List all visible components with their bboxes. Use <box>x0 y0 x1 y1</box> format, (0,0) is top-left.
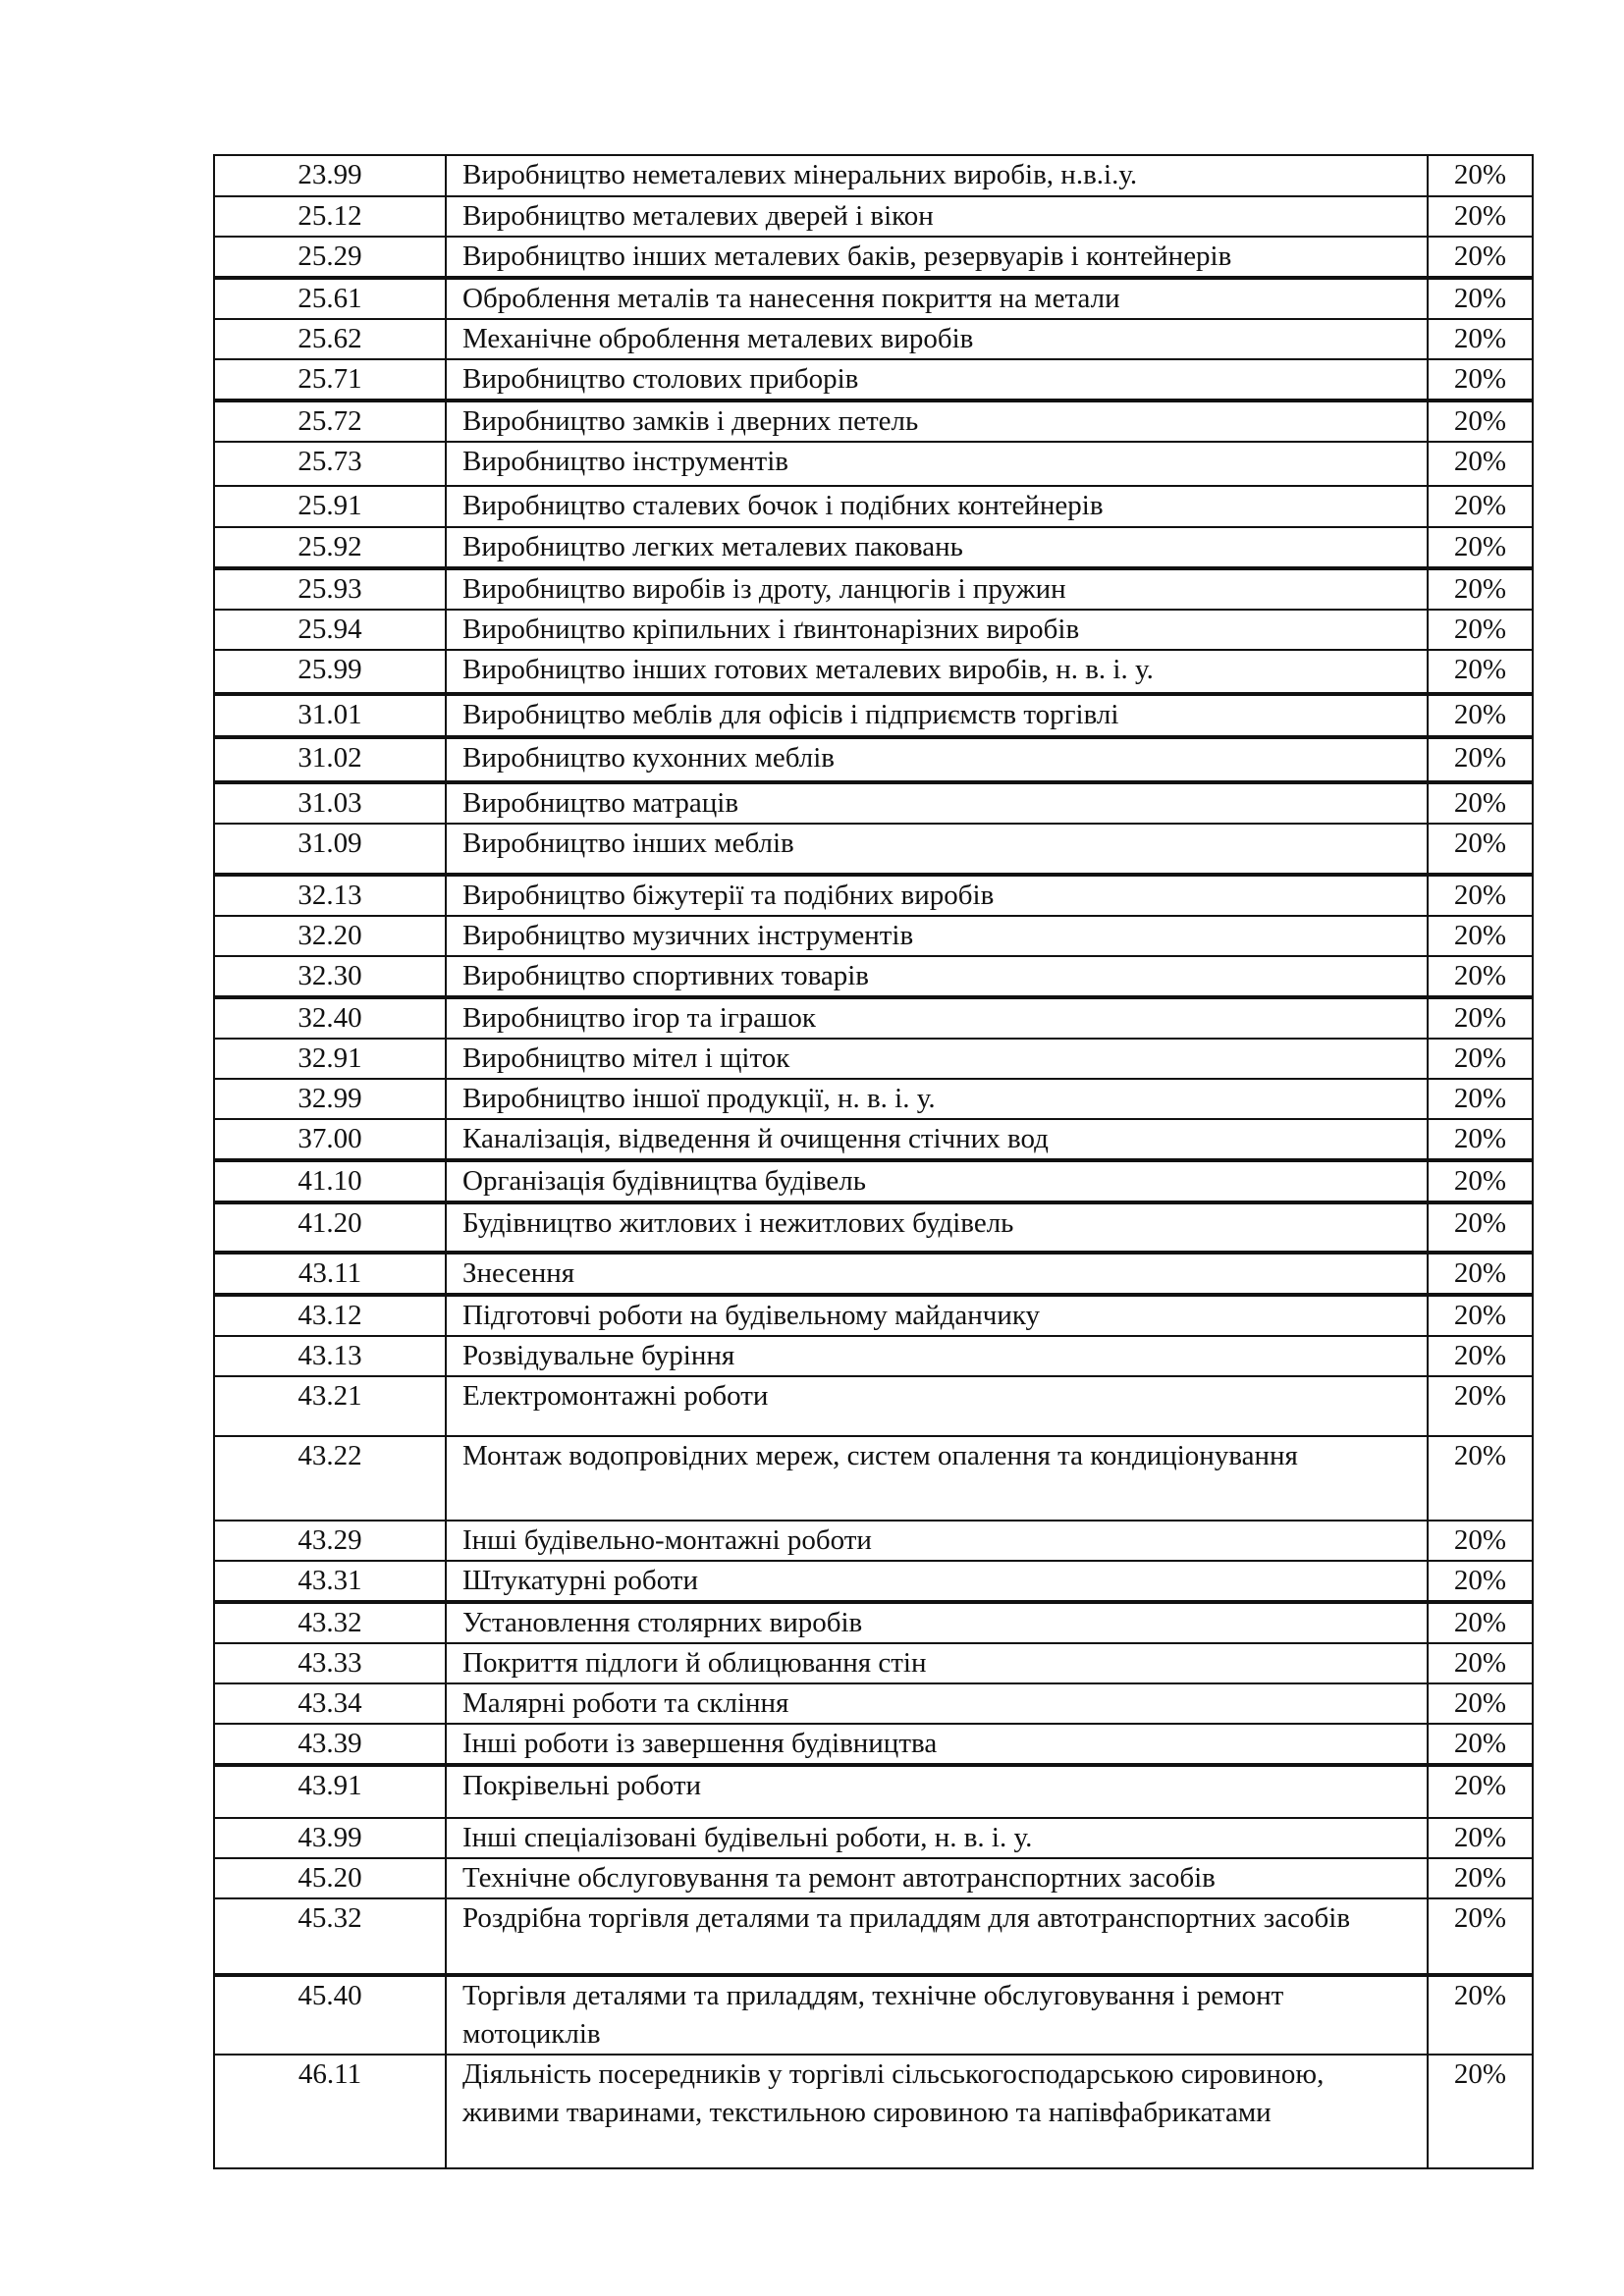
activity-name-cell: Виробництво біжутерії та подібних виробів <box>446 875 1428 916</box>
activity-code-cell: 43.12 <box>214 1295 446 1336</box>
activity-code-cell: 25.71 <box>214 359 446 400</box>
activity-name-cell: Інші будівельно-монтажні роботи <box>446 1521 1428 1561</box>
activity-name-cell: Виробництво музичних інструментів <box>446 916 1428 956</box>
rate-cell: 20% <box>1428 1975 1533 2055</box>
activity-name-cell: Торгівля деталями та приладдям, технічне обслуговування і ремонт мотоциклів <box>446 1975 1428 2055</box>
activity-name-cell: Монтаж водопровідних мереж, систем опалення та кондиціонування <box>446 1436 1428 1521</box>
rate-cell: 20% <box>1428 196 1533 237</box>
rate-cell: 20% <box>1428 155 1533 196</box>
table-row <box>214 527 1533 568</box>
activity-name-cell: Організація будівництва будівель <box>446 1160 1428 1202</box>
activity-name-cell: Виробництво столових приборів <box>446 359 1428 400</box>
activity-code-cell: 43.91 <box>214 1765 446 1818</box>
activity-code-cell: 25.93 <box>214 568 446 610</box>
activity-code-cell: 43.29 <box>214 1521 446 1561</box>
activity-name-cell: Виробництво неметалевих мінеральних виробів, н.в.і.у. <box>446 155 1428 196</box>
table-row <box>214 1079 1533 1119</box>
rate-cell: 20% <box>1428 1818 1533 1858</box>
activity-name-cell: Виробництво замків і дверних петель <box>446 400 1428 442</box>
activity-name-cell: Виробництво металевих дверей і вікон <box>446 196 1428 237</box>
activity-name-cell: Виробництво легких металевих паковань <box>446 527 1428 568</box>
rate-cell: 20% <box>1428 997 1533 1039</box>
table-row <box>214 610 1533 650</box>
table-row <box>214 1643 1533 1683</box>
activity-code-cell: 43.31 <box>214 1561 446 1602</box>
rate-cell: 20% <box>1428 1898 1533 1975</box>
rate-cell: 20% <box>1428 1336 1533 1376</box>
activity-name-cell: Оброблення металів та нанесення покриття на метали <box>446 278 1428 319</box>
activity-code-cell: 32.20 <box>214 916 446 956</box>
activity-name-cell: Установлення столярних виробів <box>446 1602 1428 1643</box>
activity-name-cell: Каналізація, відведення й очищення стічних вод <box>446 1119 1428 1160</box>
activity-code-cell: 45.32 <box>214 1898 446 1975</box>
table-row <box>214 694 1533 737</box>
activity-code-cell: 32.91 <box>214 1039 446 1079</box>
table-row <box>214 1039 1533 1079</box>
rate-cell: 20% <box>1428 1253 1533 1295</box>
rate-cell: 20% <box>1428 650 1533 694</box>
rate-cell: 20% <box>1428 400 1533 442</box>
table-row <box>214 400 1533 442</box>
table-row <box>214 1765 1533 1818</box>
table-row <box>214 1683 1533 1724</box>
activity-name-cell: Виробництво кухонних меблів <box>446 737 1428 782</box>
activity-code-cell: 25.72 <box>214 400 446 442</box>
rate-cell: 20% <box>1428 486 1533 527</box>
rate-cell: 20% <box>1428 2055 1533 2168</box>
activity-code-cell: 43.11 <box>214 1253 446 1295</box>
table-row <box>214 568 1533 610</box>
rate-cell: 20% <box>1428 1039 1533 1079</box>
rate-cell: 20% <box>1428 359 1533 400</box>
rate-cell: 20% <box>1428 1079 1533 1119</box>
activity-rates-table <box>213 154 1534 2169</box>
activity-code-cell: 45.20 <box>214 1858 446 1898</box>
activity-name-cell: Інші роботи із завершення будівництва <box>446 1724 1428 1765</box>
rate-cell: 20% <box>1428 1160 1533 1202</box>
activity-code-cell: 25.99 <box>214 650 446 694</box>
activity-code-cell: 45.40 <box>214 1975 446 2055</box>
table-row <box>214 1858 1533 1898</box>
activity-code-cell: 41.10 <box>214 1160 446 1202</box>
table-row <box>214 1898 1533 1975</box>
activity-name-cell: Штукатурні роботи <box>446 1561 1428 1602</box>
rate-cell: 20% <box>1428 1643 1533 1683</box>
activity-name-cell: Малярні роботи та скління <box>446 1683 1428 1724</box>
activity-code-cell: 43.34 <box>214 1683 446 1724</box>
table-row <box>214 155 1533 196</box>
rate-cell: 20% <box>1428 610 1533 650</box>
table-row <box>214 1295 1533 1336</box>
rate-cell: 20% <box>1428 1119 1533 1160</box>
activity-code-cell: 43.21 <box>214 1376 446 1436</box>
activity-name-cell: Технічне обслуговування та ремонт автотранспортних засобів <box>446 1858 1428 1898</box>
rate-cell: 20% <box>1428 1295 1533 1336</box>
activity-name-cell: Знесення <box>446 1253 1428 1295</box>
rate-cell: 20% <box>1428 1765 1533 1818</box>
activity-name-cell: Виробництво інструментів <box>446 442 1428 486</box>
table-row <box>214 1602 1533 1643</box>
rate-cell: 20% <box>1428 1683 1533 1724</box>
activity-code-cell: 25.61 <box>214 278 446 319</box>
table-row <box>214 782 1533 824</box>
rate-cell: 20% <box>1428 1436 1533 1521</box>
rate-cell: 20% <box>1428 1202 1533 1253</box>
rate-cell: 20% <box>1428 1602 1533 1643</box>
activity-code-cell: 25.94 <box>214 610 446 650</box>
rate-cell: 20% <box>1428 737 1533 782</box>
activity-name-cell: Виробництво інших готових металевих виробів, н. в. і. у. <box>446 650 1428 694</box>
table-row <box>214 997 1533 1039</box>
activity-code-cell: 31.02 <box>214 737 446 782</box>
activity-code-cell: 32.30 <box>214 956 446 997</box>
rate-cell: 20% <box>1428 319 1533 359</box>
activity-name-cell: Покриття підлоги й облицювання стін <box>446 1643 1428 1683</box>
rate-cell: 20% <box>1428 694 1533 737</box>
table-row <box>214 196 1533 237</box>
table-body <box>214 155 1533 2168</box>
activity-code-cell: 23.99 <box>214 155 446 196</box>
table-row <box>214 1202 1533 1253</box>
table-row <box>214 359 1533 400</box>
activity-name-cell: Виробництво виробів із дроту, ланцюгів і пружин <box>446 568 1428 610</box>
activity-code-cell: 25.12 <box>214 196 446 237</box>
table-row <box>214 916 1533 956</box>
activity-code-cell: 43.39 <box>214 1724 446 1765</box>
table-row <box>214 237 1533 278</box>
activity-code-cell: 31.09 <box>214 824 446 875</box>
rate-cell: 20% <box>1428 1724 1533 1765</box>
activity-code-cell: 43.22 <box>214 1436 446 1521</box>
activity-name-cell: Діяльність посередників у торгівлі сільськогосподарською сировиною, живими тваринами, текстильною сировиною та напівфабрикатами <box>446 2055 1428 2168</box>
table-row <box>214 1436 1533 1521</box>
activity-name-cell: Розвідувальне буріння <box>446 1336 1428 1376</box>
rate-cell: 20% <box>1428 527 1533 568</box>
activity-name-cell: Роздрібна торгівля деталями та приладдям для автотранспортних засобів <box>446 1898 1428 1975</box>
activity-name-cell: Виробництво ігор та іграшок <box>446 997 1428 1039</box>
table-row <box>214 1253 1533 1295</box>
table-row <box>214 486 1533 527</box>
table-row <box>214 1336 1533 1376</box>
table-row <box>214 1376 1533 1436</box>
table-row <box>214 1521 1533 1561</box>
table-row <box>214 1724 1533 1765</box>
table-row <box>214 956 1533 997</box>
activity-code-cell: 25.62 <box>214 319 446 359</box>
rate-cell: 20% <box>1428 824 1533 875</box>
rate-cell: 20% <box>1428 956 1533 997</box>
rate-cell: 20% <box>1428 1561 1533 1602</box>
activity-name-cell: Інші спеціалізовані будівельні роботи, н. в. і. у. <box>446 1818 1428 1858</box>
activity-code-cell: 31.03 <box>214 782 446 824</box>
activity-name-cell: Покрівельні роботи <box>446 1765 1428 1818</box>
activity-code-cell: 43.32 <box>214 1602 446 1643</box>
table-row <box>214 1561 1533 1602</box>
activity-code-cell: 32.40 <box>214 997 446 1039</box>
activity-name-cell: Виробництво інших меблів <box>446 824 1428 875</box>
rate-cell: 20% <box>1428 442 1533 486</box>
activity-name-cell: Механічне оброблення металевих виробів <box>446 319 1428 359</box>
activity-code-cell: 25.91 <box>214 486 446 527</box>
table-row <box>214 2055 1533 2168</box>
activity-name-cell: Виробництво кріпильних і ґвинтонарізних виробів <box>446 610 1428 650</box>
rate-cell: 20% <box>1428 568 1533 610</box>
activity-name-cell: Електромонтажні роботи <box>446 1376 1428 1436</box>
rate-cell: 20% <box>1428 1858 1533 1898</box>
activity-code-cell: 43.13 <box>214 1336 446 1376</box>
activity-name-cell: Виробництво матраців <box>446 782 1428 824</box>
table-row <box>214 1160 1533 1202</box>
activity-code-cell: 25.92 <box>214 527 446 568</box>
activity-name-cell: Підготовчі роботи на будівельному майданчику <box>446 1295 1428 1336</box>
rate-cell: 20% <box>1428 278 1533 319</box>
rate-cell: 20% <box>1428 237 1533 278</box>
activity-code-cell: 25.29 <box>214 237 446 278</box>
table-row <box>214 319 1533 359</box>
table-row <box>214 875 1533 916</box>
activity-code-cell: 37.00 <box>214 1119 446 1160</box>
rate-cell: 20% <box>1428 875 1533 916</box>
activity-name-cell: Виробництво сталевих бочок і подібних контейнерів <box>446 486 1428 527</box>
table-row <box>214 278 1533 319</box>
activity-code-cell: 43.99 <box>214 1818 446 1858</box>
table-row <box>214 1975 1533 2055</box>
table-row <box>214 442 1533 486</box>
activity-code-cell: 46.11 <box>214 2055 446 2168</box>
activity-name-cell: Виробництво інших металевих баків, резервуарів і контейнерів <box>446 237 1428 278</box>
activity-name-cell: Виробництво мітел і щіток <box>446 1039 1428 1079</box>
activity-name-cell: Виробництво меблів для офісів і підприємств торгівлі <box>446 694 1428 737</box>
activity-code-cell: 31.01 <box>214 694 446 737</box>
activity-code-cell: 25.73 <box>214 442 446 486</box>
activity-name-cell: Виробництво спортивних товарів <box>446 956 1428 997</box>
table-row <box>214 737 1533 782</box>
activity-code-cell: 41.20 <box>214 1202 446 1253</box>
activity-code-cell: 32.13 <box>214 875 446 916</box>
rate-cell: 20% <box>1428 782 1533 824</box>
activity-name-cell: Будівництво житлових і нежитлових будівель <box>446 1202 1428 1253</box>
table-row <box>214 1119 1533 1160</box>
table-row <box>214 1818 1533 1858</box>
activity-code-cell: 32.99 <box>214 1079 446 1119</box>
activity-code-cell: 43.33 <box>214 1643 446 1683</box>
rate-cell: 20% <box>1428 1521 1533 1561</box>
activity-name-cell: Виробництво іншої продукції, н. в. і. у. <box>446 1079 1428 1119</box>
table-row <box>214 650 1533 694</box>
rate-cell: 20% <box>1428 916 1533 956</box>
table-row <box>214 824 1533 875</box>
rate-cell: 20% <box>1428 1376 1533 1436</box>
